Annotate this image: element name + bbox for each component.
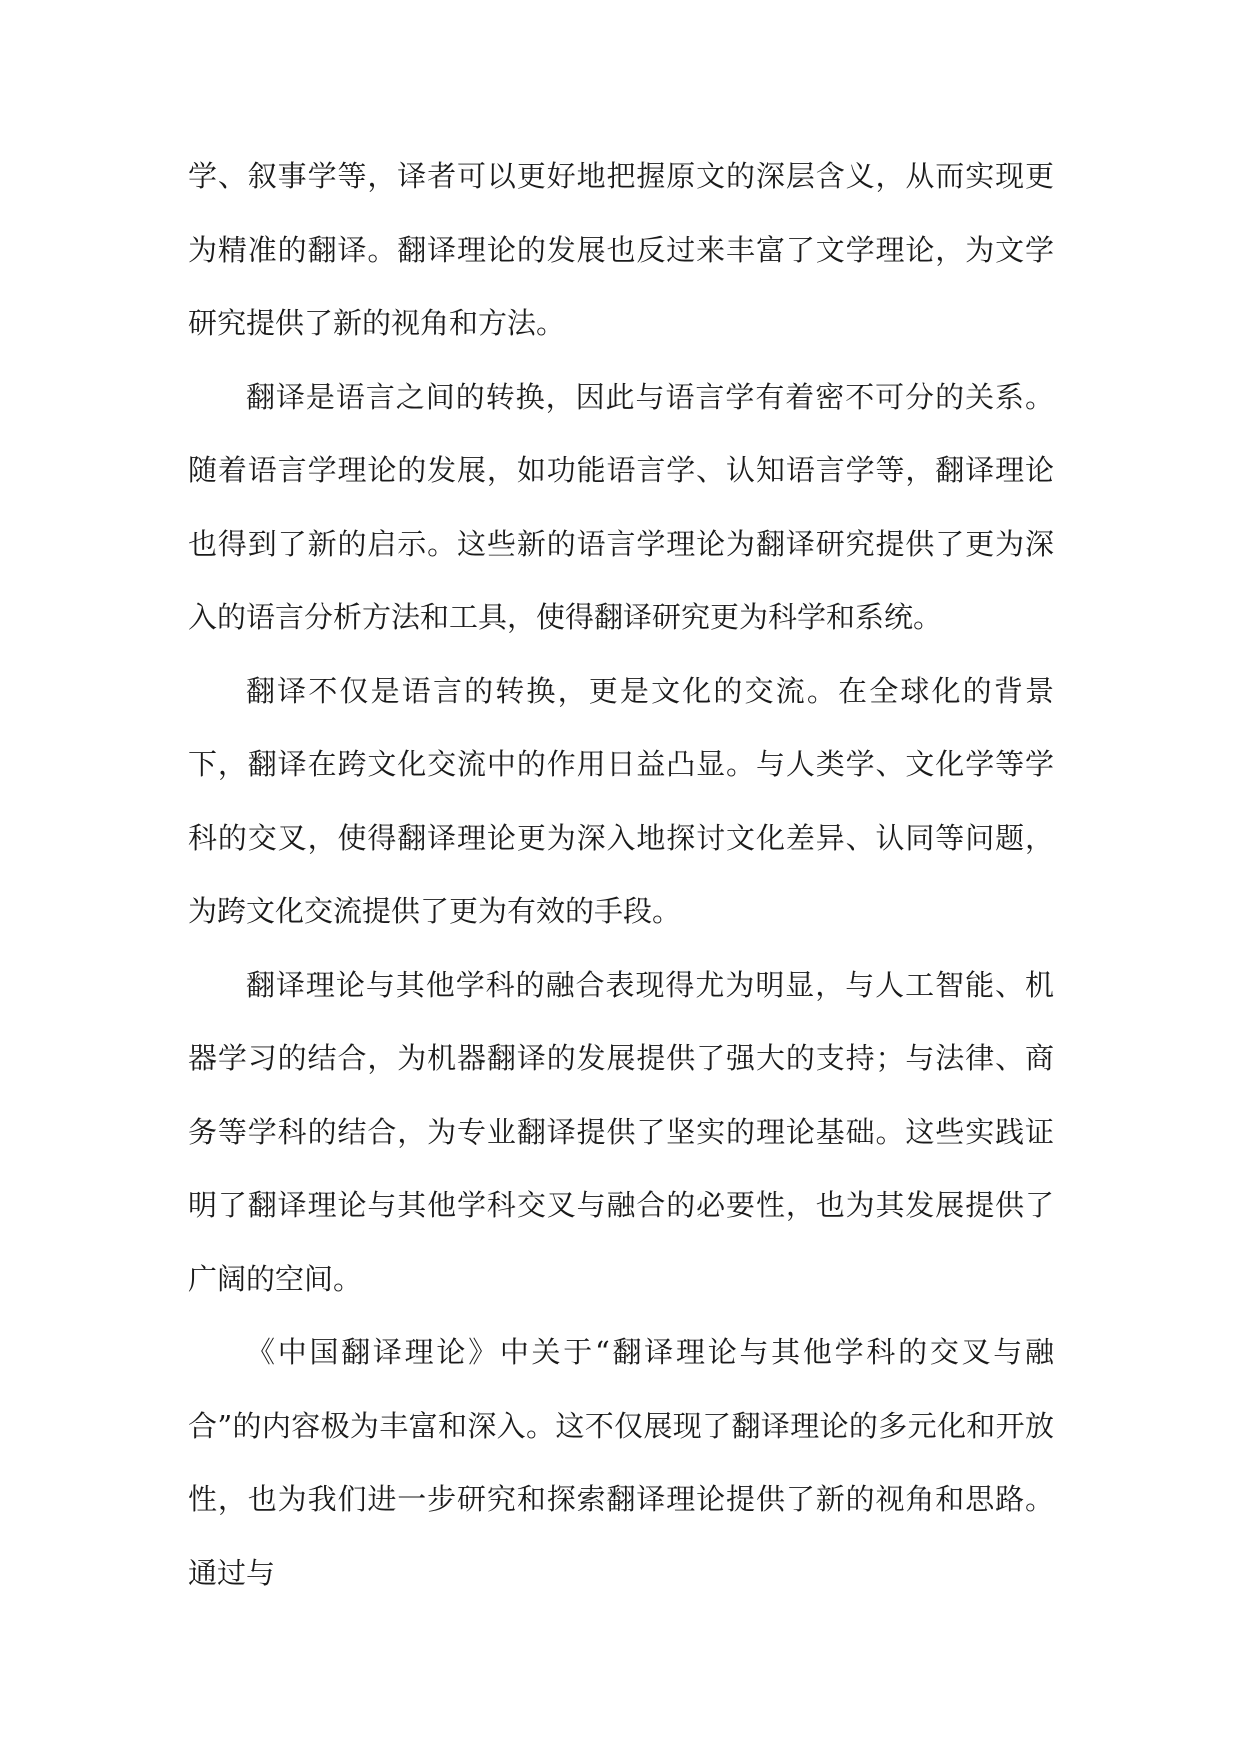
paragraph-2: 翻译是语言之间的转换，因此与语言学有着密不可分的关系。随着语言学理论的发展，如功能语言学、认知语言学等，翻译理论也得到了新的启示。这些新的语言学理论为翻译研究提供了更为深入的语言分析方法和工具，使得翻译研究更为科学和系统。 <box>188 379 1054 634</box>
paragraph-1: 学、叙事学等，译者可以更好地把握原文的深层含义，从而实现更为精准的翻译。翻译理论的发展也反过来丰富了文学理论，为文学研究提供了新的视角和方法。 <box>188 159 1054 340</box>
paragraph-3: 翻译不仅是语言的转换，更是文化的交流。在全球化的背景下，翻译在跨文化交流中的作用日益凸显。与人类学、文化学等学科的交叉，使得翻译理论更为深入地探讨文化差异、认同等问题，为跨文化交流提供了更为有效的手段。 <box>188 673 1054 928</box>
paragraph-4: 翻译理论与其他学科的融合表现得尤为明显，与人工智能、机器学习的结合，为机器翻译的发展提供了强大的支持；与法律、商务等学科的结合，为专业翻译提供了坚实的理论基础。这些实践证明了翻译理论与其他学科交叉与融合的必要性，也为其发展提供了广阔的空间。 <box>188 967 1054 1296</box>
body-text <box>188 140 1054 1610</box>
paragraph-5: 《中国翻译理论》中关于“翻译理论与其他学科的交叉与融合”的内容极为丰富和深入。这不仅展现了翻译理论的多元化和开放性，也为我们进一步研究和探索翻译理论提供了新的视角和思路。通过与 <box>188 1335 1054 1590</box>
